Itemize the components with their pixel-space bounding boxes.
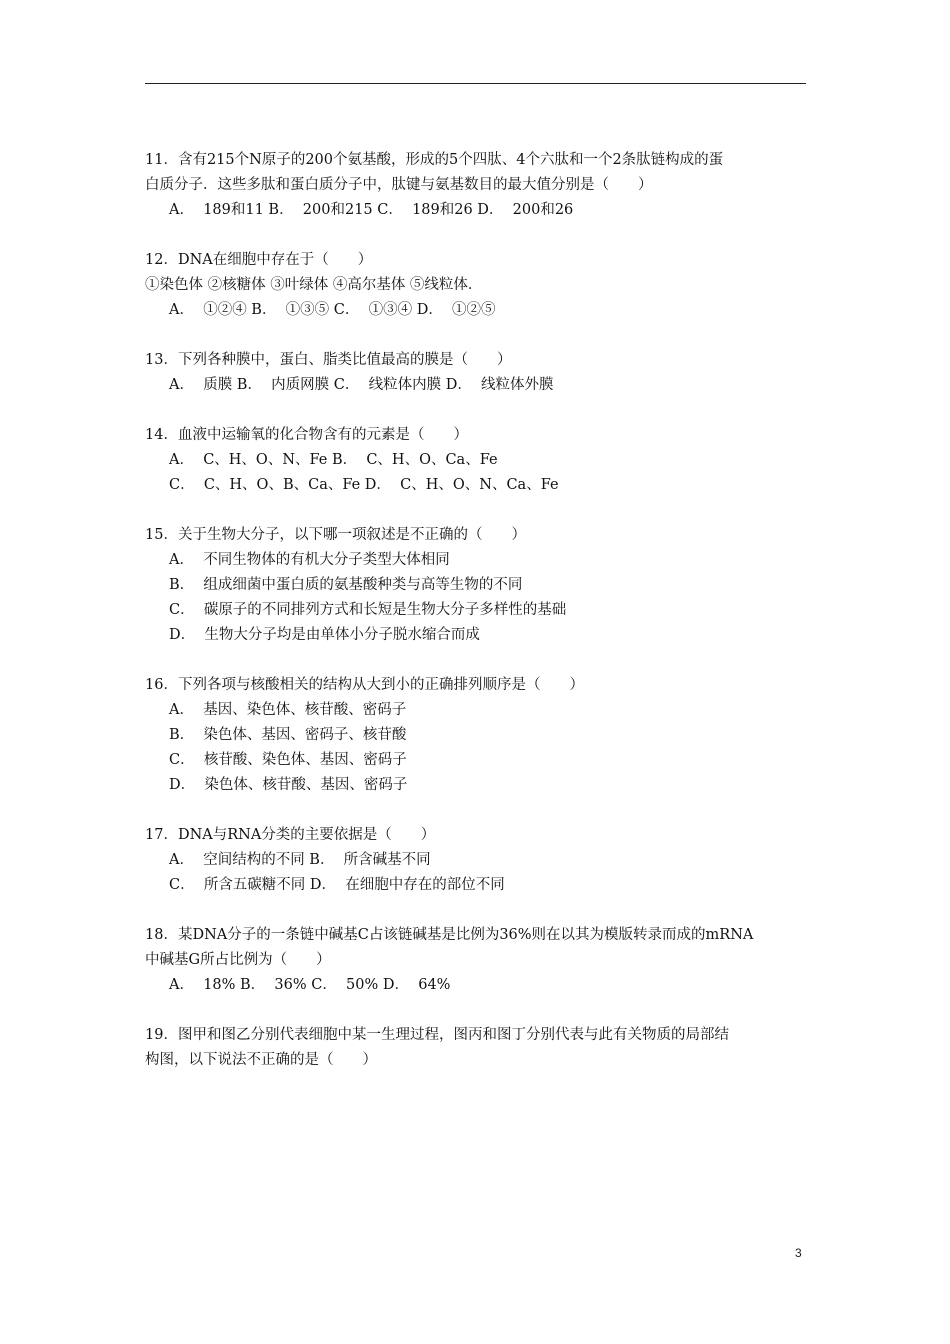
question-list xyxy=(145,148,810,1098)
option-line: C． 所含五碳糖不同 D． 在细胞中存在的部位不同 xyxy=(169,877,505,893)
option-line: D． 染色体、核苷酸、基因、密码子 xyxy=(169,777,408,793)
question-14 xyxy=(145,423,810,498)
option-line: A． 质膜 B． 内质网膜 C． 线粒体内膜 D． 线粒体外膜 xyxy=(169,377,554,393)
option-line: B． 组成细菌中蛋白质的氨基酸种类与高等生物的不同 xyxy=(169,577,523,593)
question-stem-line: 13．下列各种膜中，蛋白、脂类比值最高的膜是（ ） xyxy=(145,352,512,368)
option-line: A． 18% B． 36% C． 50% D． 64% xyxy=(169,977,451,993)
question-stem-line: 14．血液中运输氧的化合物含有的元素是（ ） xyxy=(145,427,468,443)
question-13 xyxy=(145,348,810,398)
option-line: D． 生物大分子均是由单体小分子脱水缩合而成 xyxy=(169,627,480,643)
question-stem-line: 15．关于生物大分子，以下哪一项叙述是不正确的（ ） xyxy=(145,527,526,543)
question-18 xyxy=(145,923,810,998)
question-19 xyxy=(145,1023,810,1073)
option-line: C． C、H、O、B、Ca、Fe D． C、H、O、N、Ca、Fe xyxy=(169,477,559,493)
option-line: A． 基因、染色体、核苷酸、密码子 xyxy=(169,702,407,718)
option-line: A． 空间结构的不同 B． 所含碱基不同 xyxy=(169,852,431,868)
option-line: C． 碳原子的不同排列方式和长短是生物大分子多样性的基础 xyxy=(169,602,567,618)
option-line: A． C、H、O、N、Fe B． C、H、O、Ca、Fe xyxy=(169,452,498,468)
option-line: A． ①②④ B． ①③⑤ C． ①③④ D． ①②⑤ xyxy=(169,302,496,318)
question-stem-line: 12．DNA在细胞中存在于（ ） xyxy=(145,252,373,268)
question-11 xyxy=(145,148,810,223)
question-15 xyxy=(145,523,810,648)
question-17 xyxy=(145,823,810,898)
question-stem-line: ①染色体 ②核糖体 ③叶绿体 ④高尔基体 ⑤线粒体． xyxy=(145,277,483,293)
option-line: B． 染色体、基因、密码子、核苷酸 xyxy=(169,727,407,743)
header-rule xyxy=(145,83,806,84)
question-12 xyxy=(145,248,810,323)
question-stem-line: 16．下列各项与核酸相关的结构从大到小的正确排列顺序是（ ） xyxy=(145,677,584,693)
question-stem-line: 18．某DNA分子的一条链中碱基C占该链碱基是比例为36%则在以其为模版转录而成的mRNA xyxy=(145,927,754,943)
option-line: A． 189和11 B． 200和215 C． 189和26 D． 200和26 xyxy=(169,202,574,218)
option-line: A． 不同生物体的有机大分子类型大体相同 xyxy=(169,552,450,568)
question-stem-line: 构图，以下说法不正确的是（ ） xyxy=(145,1052,377,1068)
question-stem-line: 19．图甲和图乙分别代表细胞中某一生理过程，图丙和图丁分别代表与此有关物质的局部结 xyxy=(145,1027,729,1043)
question-stem-line: 11．含有215个N原子的200个氨基酸，形成的5个四肽、4个六肽和一个2条肽链构成的蛋 xyxy=(145,152,724,168)
question-stem-line: 中碱基G所占比例为（ ） xyxy=(145,952,331,968)
question-stem-line: 17．DNA与RNA分类的主要依据是（ ） xyxy=(145,827,436,843)
option-line: C． 核苷酸、染色体、基因、密码子 xyxy=(169,752,407,768)
question-stem-line: 白质分子．这些多肽和蛋白质分子中，肽键与氨基数目的最大值分别是（ ） xyxy=(145,177,653,193)
question-16 xyxy=(145,673,810,798)
page-number: 3 xyxy=(795,1246,802,1260)
